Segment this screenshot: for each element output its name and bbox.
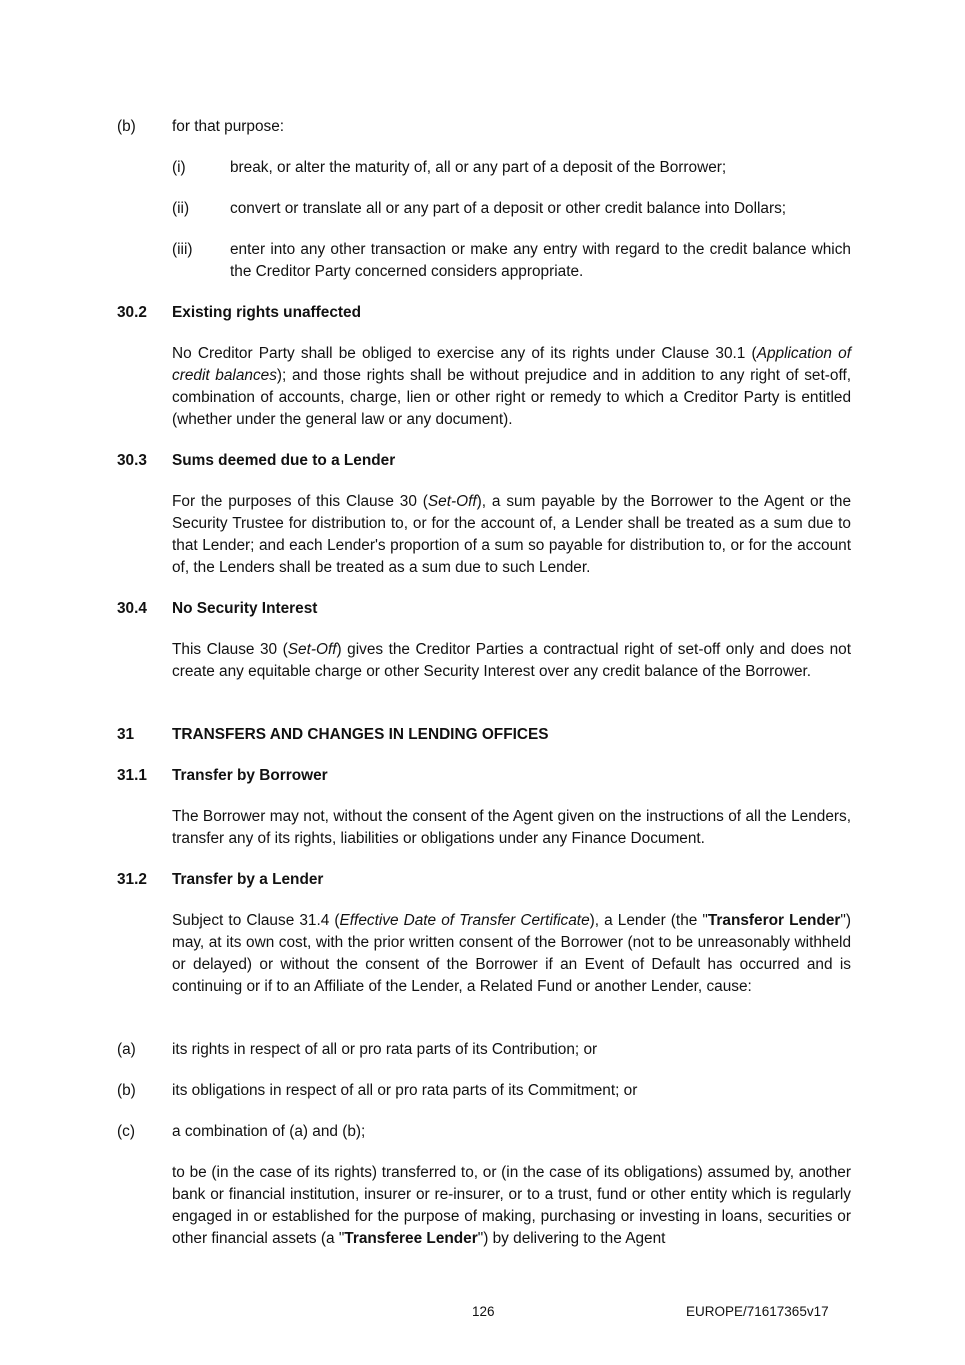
item-i-text: break, or alter the maturity of, all or any part of a deposit of the Borrower; [230,159,727,176]
section-31-2-number: 31.2 [117,871,147,888]
section-31-1-title: Transfer by Borrower [172,767,328,784]
section-30-3-number: 30.3 [117,452,147,469]
section-30-3-title: Sums deemed due to a Lender [172,452,396,469]
document-reference: EUROPE/71617365v17 [686,1304,829,1319]
section-30-4-paragraph: This Clause 30 (Set-Off) gives the Creditor Parties a contractual right of set-off only and does not create any equitable charge or other Security Interest over any credit balance of the Borrower. [172,641,852,680]
page-number: 126 [472,1304,495,1319]
section-30-4-title: No Security Interest [172,600,318,617]
section-30-2-number: 30.2 [117,304,147,321]
section-31-number: 31 [117,726,135,743]
item-a-text: its rights in respect of all or pro rata parts of its Contribution; or [172,1041,598,1058]
section-30-4-number: 30.4 [117,600,147,617]
item-ii-text: convert or translate all or any part of a deposit or other credit balance into Dollars; [230,200,787,217]
section-31-2-title: Transfer by a Lender [172,871,324,888]
item-b-text: its obligations in respect of all or pro rata parts of its Commitment; or [172,1082,638,1099]
item-i-label: (i) [172,159,186,176]
clause-b-label: (b) [117,118,136,135]
item-c-label: (c) [117,1123,135,1140]
section-31-1-number: 31.1 [117,767,147,784]
section-31-title: TRANSFERS AND CHANGES IN LENDING OFFICES [172,726,549,743]
item-ii-label: (ii) [172,200,190,217]
item-c-text: a combination of (a) and (b); [172,1123,366,1140]
section-30-2-paragraph: No Creditor Party shall be obliged to exercise any of its rights under Clause 30.1 (Application of credit balances); and those rights shall be without prejudice and in addition to any right of set-off, combination of accounts, charge, lien or other right or remedy to which a Creditor Party is entitled (whether under the general law or any document). [172,345,851,428]
item-a-label: (a) [117,1041,136,1058]
clause-b-text: for that purpose: [172,118,285,135]
section-31-1-paragraph: The Borrower may not, without the consent of the Agent given on the instructions of all the Lenders, transfer any of its rights, liabilities or obligations under any Finance Document. [172,808,851,847]
section-30-2-title: Existing rights unaffected [172,304,361,321]
section-30-3-paragraph: For the purposes of this Clause 30 (Set-Off), a sum payable by the Borrower to the Agent or the Security Trustee for distribution to, or for the account of, a Lender shall be treated as a sum due to that Lender; and each Lender's proportion of a sum so payable for distribution to, or for the account of, the Lenders shall be treated as a sum due to such Lender. [172,493,852,576]
section-31-2-tail-paragraph: to be (in the case of its rights) transferred to, or (in the case of its obligations) assumed by, another bank or financial institution, insurer or re-insurer, or to a trust, fund or other entity which is regularly engaged in or established for the purpose of making, purchasing or investing in loans, securities or other financial assets (a "Transferee Lender") by delivering to the Agent [172,1164,851,1247]
item-iii-label: (iii) [172,241,193,258]
section-31-2-paragraph: Subject to Clause 31.4 (Effective Date of Transfer Certificate), a Lender (the "Transferor Lender") may, at its own cost, with the prior written consent of the Borrower (not to be unreasonably withheld or delayed) or without the consent of the Borrower if an Event of Default has occurred and is continuing or if to an Affiliate of the Lender, a Related Fund or another Lender, cause: [172,912,851,995]
item-b-label: (b) [117,1082,136,1099]
item-iii-text: enter into any other transaction or make any entry with regard to the credit balance which the Creditor Party concerned considers appropriate. [230,241,851,280]
